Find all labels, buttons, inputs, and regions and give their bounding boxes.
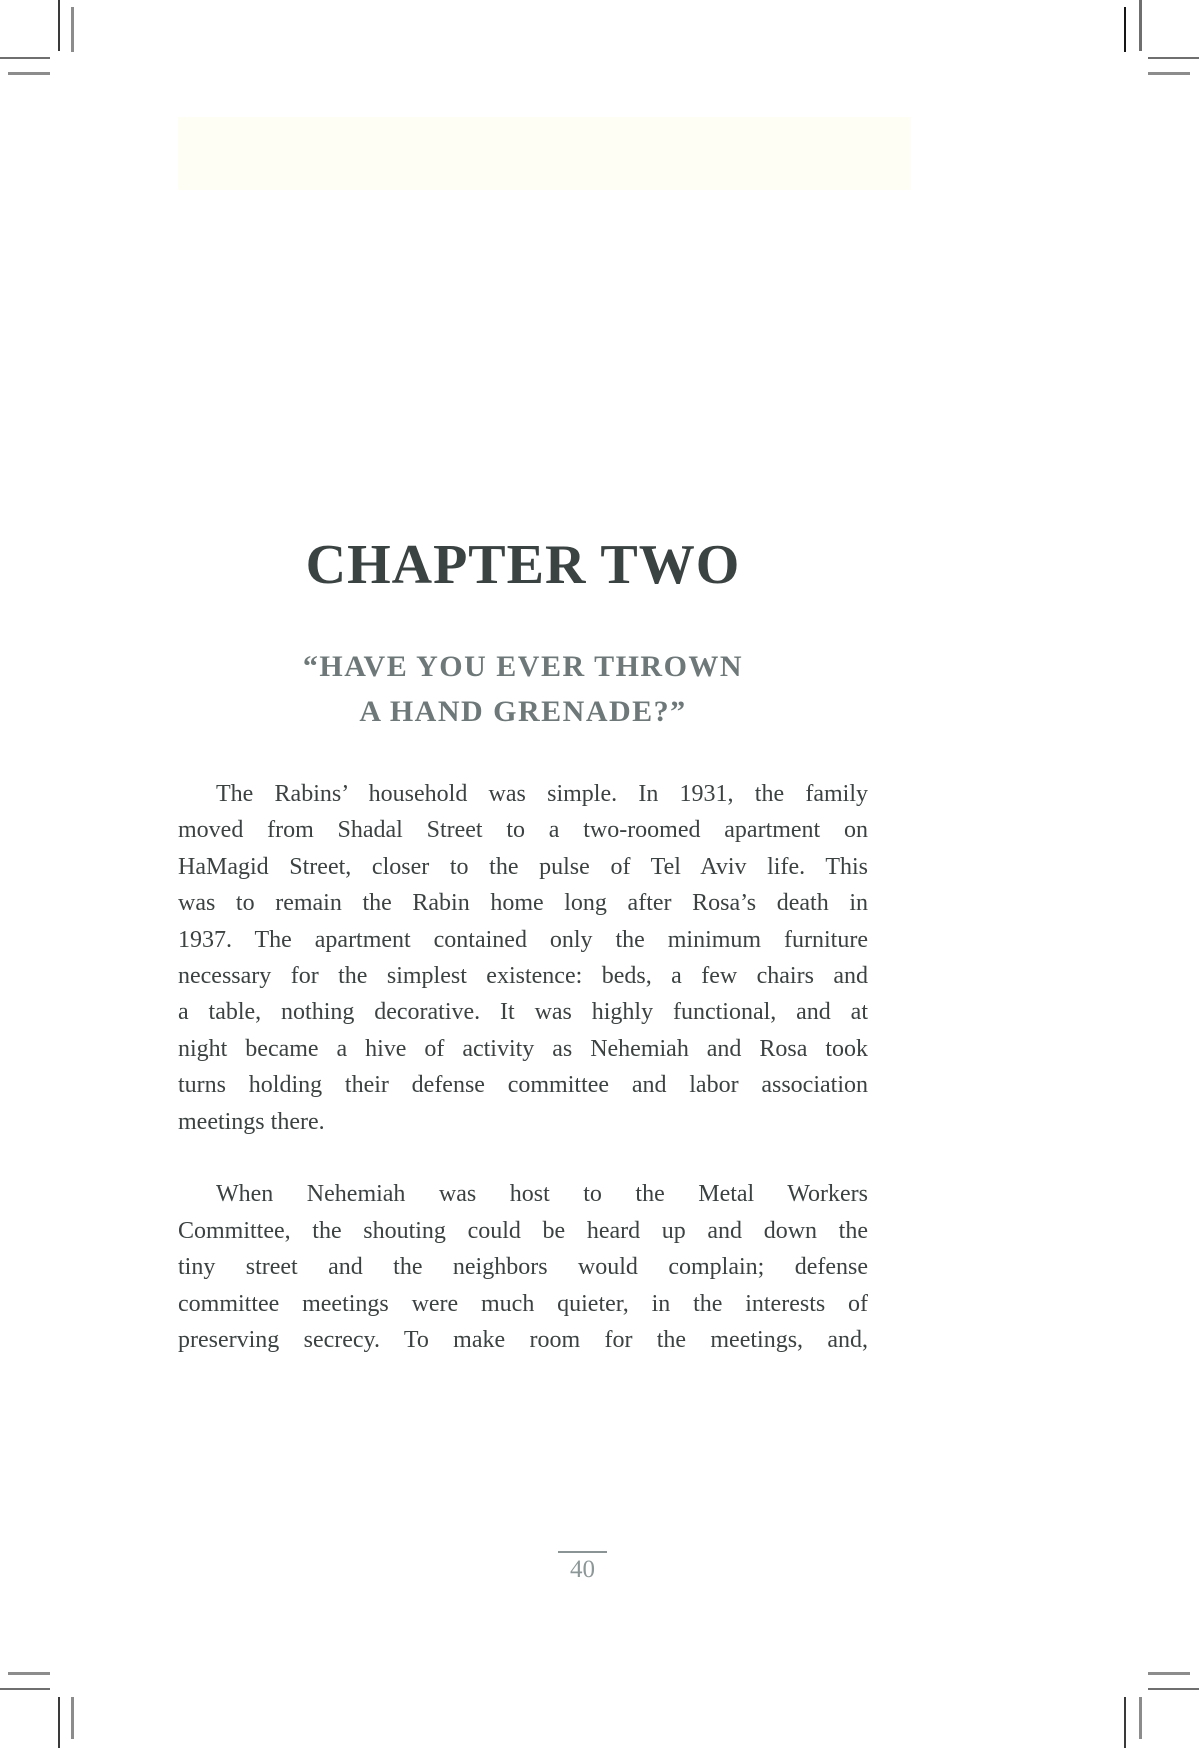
text-line: When Nehemiah was host to the Metal Workers [216, 1181, 868, 1208]
crop-mark-bottom-left-vertical-2 [71, 1697, 74, 1739]
chapter-title: CHAPTER TWO [305, 534, 741, 596]
text-line: 1937. The apartment contained only the minimum furniture [178, 926, 868, 953]
crop-mark-bottom-right-vertical-1 [1124, 1697, 1126, 1748]
paragraph-1 [178, 776, 868, 1140]
paragraph-2 [178, 1176, 868, 1358]
page-number-rule [558, 1551, 607, 1553]
crop-mark-top-left-vertical-1 [58, 0, 60, 51]
text-line: turns holding their defense committee and labor association [178, 1072, 868, 1099]
crop-mark-top-left-vertical-2 [71, 7, 74, 52]
crop-mark-bottom-right-vertical-2 [1139, 1697, 1142, 1739]
text-line: HaMagid Street, closer to the pulse of Tel Aviv life. This [178, 853, 868, 880]
text-line: tiny street and the neighbors would complain; defense [178, 1254, 868, 1281]
crop-mark-bottom-right-horizontal-1 [1148, 1672, 1190, 1675]
chapter-subtitle-line-2: A HAND GRENADE?” [359, 695, 687, 728]
crop-mark-bottom-right-horizontal-2 [1148, 1688, 1199, 1690]
text-line: night became a hive of activity as Nehemiah and Rosa took [178, 1035, 868, 1062]
scan-header-block [178, 117, 911, 190]
crop-mark-top-left-horizontal-1 [0, 57, 50, 59]
text-line: meetings there. [178, 1108, 325, 1135]
text-line: The Rabins’ household was simple. In 1931, the family [216, 781, 868, 807]
text-line: moved from Shadal Street to a two-roomed apartment on [178, 817, 868, 844]
text-line: Committee, the shouting could be heard up and down the [178, 1217, 868, 1244]
page-number: 40 [570, 1556, 595, 1583]
page-footer [558, 1551, 607, 1583]
chapter-subtitle-line-1: “HAVE YOU EVER THROWN [302, 650, 744, 683]
text-line: preserving secrecy. To make room for the meetings, and, [178, 1327, 868, 1354]
text-line: committee meetings were much quieter, in the interests of [178, 1290, 868, 1317]
crop-mark-bottom-left-horizontal-2 [0, 1688, 50, 1690]
crop-mark-top-right-horizontal-1 [1148, 57, 1199, 59]
text-line: a table, nothing decorative. It was highly functional, and at [178, 999, 868, 1026]
crop-mark-top-right-vertical-1 [1124, 7, 1126, 52]
text-line: necessary for the simplest existence: beds, a few chairs and [178, 963, 868, 990]
chapter-subtitle [178, 644, 868, 734]
crop-mark-bottom-left-horizontal-1 [8, 1672, 50, 1675]
crop-mark-bottom-left-vertical-1 [58, 1697, 60, 1748]
crop-mark-top-left-horizontal-2 [8, 72, 50, 75]
crop-mark-top-right-vertical-2 [1139, 0, 1142, 51]
body-text [178, 776, 868, 1358]
text-line: was to remain the Rabin home long after Rosa’s death in [178, 890, 868, 917]
crop-mark-top-right-horizontal-2 [1148, 72, 1190, 75]
